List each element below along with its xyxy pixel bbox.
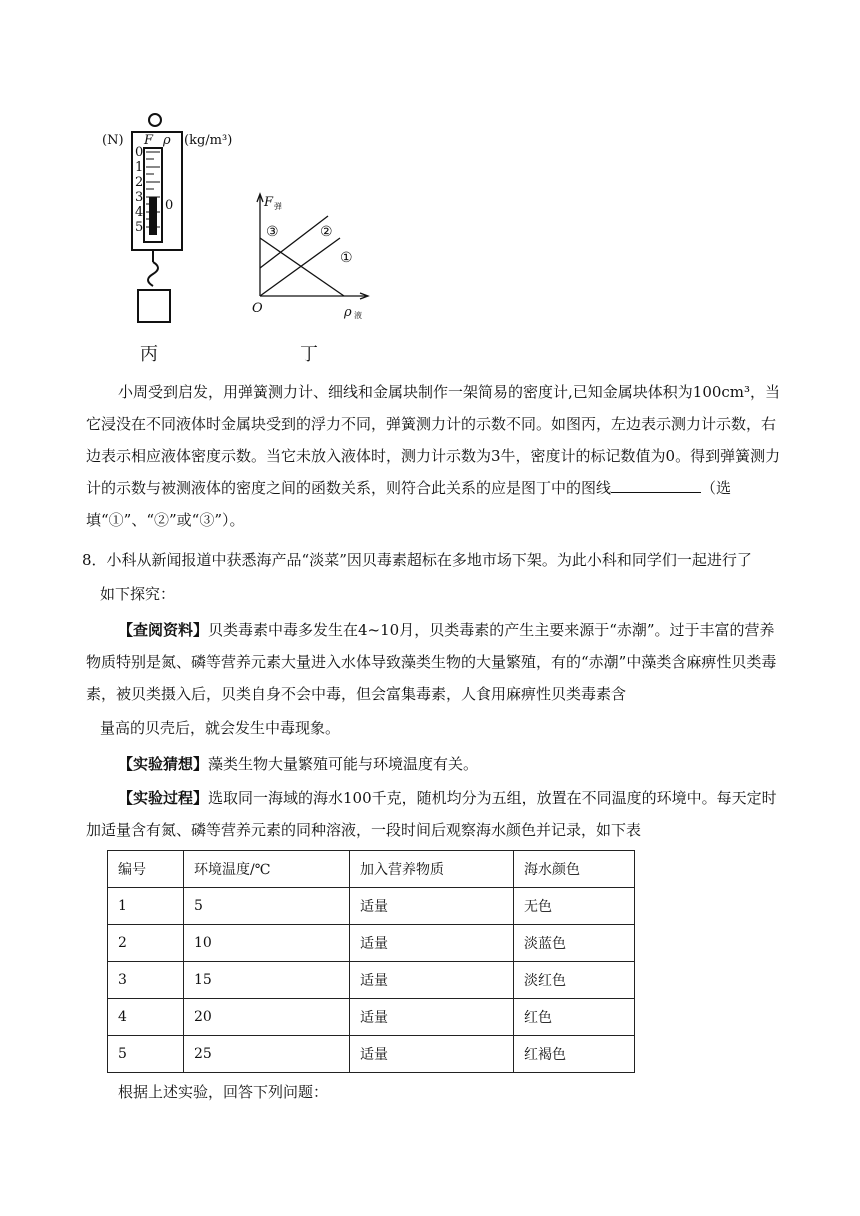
table-cell: 15	[184, 962, 350, 999]
paragraph-procedure	[86, 782, 786, 846]
section-heading: 【实验过程】	[118, 789, 209, 807]
y-axis-label: F	[264, 195, 274, 210]
table-cell: 2	[108, 925, 184, 962]
origin-label: O	[252, 301, 263, 316]
paragraph-density-meter	[86, 376, 786, 536]
paragraph-text: 藻类生物大量繁殖可能与环境温度有关。	[208, 755, 479, 773]
table-cell: 无色	[514, 888, 635, 925]
table-header-cell: 环境温度/℃	[184, 851, 350, 888]
question-8-stem	[82, 544, 782, 576]
line-label-3: ③	[266, 224, 279, 240]
graph-figure	[248, 188, 378, 323]
table-cell: 1	[108, 888, 184, 925]
table-cell: 3	[108, 962, 184, 999]
x-axis-sub: 液	[354, 311, 362, 320]
right-letter: ρ	[163, 133, 171, 148]
section-heading: 【实验猜想】	[118, 755, 209, 773]
table-cell: 10	[184, 925, 350, 962]
tick-label: 4	[135, 205, 144, 220]
table-cell: 红褐色	[514, 1036, 635, 1073]
table-cell: 25	[184, 1036, 350, 1073]
paragraph-text: 选取同一海域的海水100千克，随机均分为五组，放置在不同温度的环境中。每天定时加适量含有氮、磷等营养元素的同种溶液，一段时间后观察海水颜色并记录，如下表	[86, 789, 777, 839]
density-zero-label: 0	[165, 198, 174, 213]
right-unit-label: (kg/m³)	[184, 133, 233, 148]
x-axis-label: ρ	[344, 305, 352, 320]
figure-caption-ding: 丁	[300, 344, 318, 365]
left-unit-label: (N)	[102, 133, 124, 148]
line-label-2: ②	[320, 224, 333, 240]
table-cell: 20	[184, 999, 350, 1036]
tick-label: 1	[135, 160, 144, 175]
table-cell: 适量	[350, 999, 514, 1036]
spring-scale-figure	[100, 110, 250, 335]
table-cell: 淡红色	[514, 962, 635, 999]
question-text: 8．小科从新闻报道中获悉海产品“淡菜”因贝毒素超标在多地市场下架。为此小科和同学们一起进行了	[82, 551, 752, 569]
table-cell: 4	[108, 999, 184, 1036]
table-header-cell: 加入营养物质	[350, 851, 514, 888]
table-header-cell: 编号	[108, 851, 184, 888]
paragraph-reference	[86, 614, 786, 710]
tick-label: 2	[135, 175, 144, 190]
answer-blank[interactable]	[611, 478, 701, 493]
question-8-stem-cont	[100, 578, 800, 610]
scale-pointer	[149, 197, 157, 235]
table-row	[108, 1036, 635, 1073]
paragraph-text: 量高的贝壳后，就会发生中毒现象。	[100, 719, 341, 737]
left-letter: F	[144, 133, 154, 148]
table-row	[108, 999, 635, 1036]
scale-hook	[148, 262, 158, 286]
paragraph-text: （选填“①”、“②”或“③”）。	[86, 479, 732, 529]
figure-caption-bing: 丙	[140, 344, 158, 365]
question-text: 如下探究：	[100, 585, 176, 603]
table-header-cell: 海水颜色	[514, 851, 635, 888]
table-cell: 适量	[350, 888, 514, 925]
line-label-1: ①	[340, 250, 353, 266]
table-cell: 淡蓝色	[514, 925, 635, 962]
paragraph-text: 根据上述实验，回答下列问题：	[118, 1083, 329, 1101]
table-row	[108, 962, 635, 999]
paragraph-text: 小周受到启发，用弹簧测力计、细线和金属块制作一架简易的密度计,已知金属块体积为100cm³，当它浸没在不同液体时金属块受到的浮力不同，弹簧测力计的示数不同。如图丙，左边表示测力计示数，右边表示相应液体密度示数。当它未放入液体时，测力计示数为3牛，密度计的标记数值为0。得到弹簧测力计的示数与被测液体的密度之间的函数关系，则符合此关系的应是图丁中的图线	[86, 383, 781, 497]
table-cell: 5	[184, 888, 350, 925]
paragraph-hypothesis	[86, 748, 786, 780]
scale-top-ring	[149, 114, 161, 126]
tick-label: 5	[135, 220, 144, 235]
table-cell: 5	[108, 1036, 184, 1073]
table-header-row	[108, 851, 635, 888]
experiment-table	[107, 850, 635, 1073]
table-row	[108, 925, 635, 962]
table-row	[108, 888, 635, 925]
table-cell: 红色	[514, 999, 635, 1036]
metal-block	[138, 290, 170, 322]
table-cell: 适量	[350, 925, 514, 962]
section-heading: 【查阅资料】	[118, 621, 209, 639]
paragraph-text: 贝类毒素中毒多发生在4~10月，贝类毒素的产生主要来源于“赤潮”。过于丰富的营养物质特别是氮、磷等营养元素大量进入水体导致藻类生物的大量繁殖，有的“赤潮”中藻类含麻痹性贝类毒素，被贝类摄入后，贝类自身不会中毒，但会富集毒素，人食用麻痹性贝类毒素含	[86, 621, 777, 703]
paragraph-closing	[86, 1076, 786, 1108]
paragraph-reference-tail	[100, 712, 800, 744]
tick-label: 3	[135, 190, 144, 205]
table-cell: 适量	[350, 962, 514, 999]
y-axis-sub: 弹	[274, 202, 282, 211]
table-cell: 适量	[350, 1036, 514, 1073]
tick-label: 0	[135, 145, 144, 160]
